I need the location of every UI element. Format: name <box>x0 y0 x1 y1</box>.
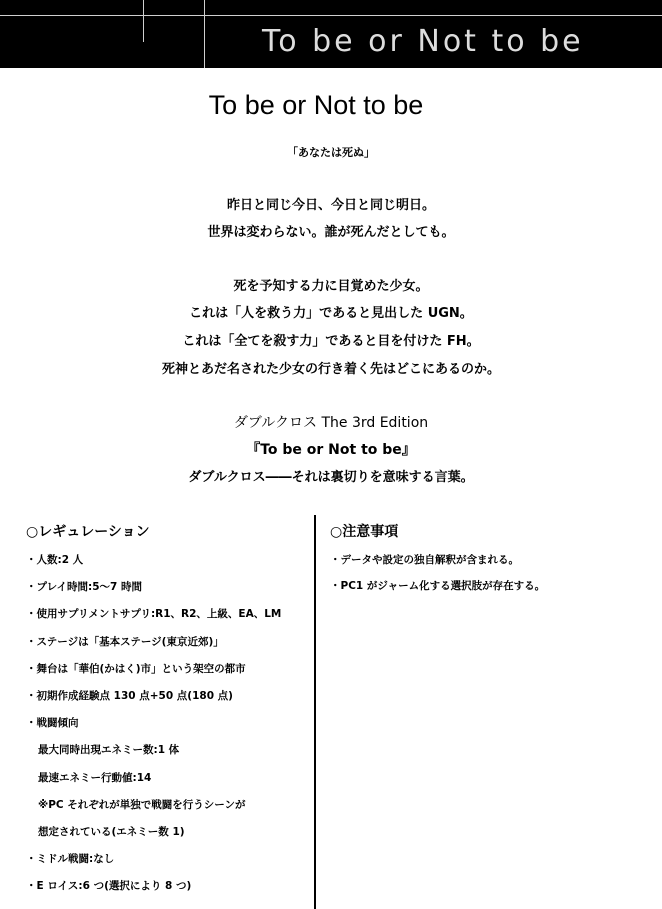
header-rule <box>0 15 662 16</box>
intro-line: これは「人を救う力」であると見出した UGN。 <box>189 306 473 321</box>
regulation-item: 最速エネミー行動値:14 <box>38 771 152 784</box>
intro-line: これは「全てを殺す力」であると目を付けた FH。 <box>182 334 480 349</box>
header-banner <box>0 0 662 68</box>
column-divider <box>314 515 316 909</box>
regulation-item: ・E ロイス:6 つ(選択により 8 つ) <box>26 880 192 893</box>
header-rule <box>143 0 144 42</box>
header-rule <box>204 0 205 68</box>
regulation-item: ※PC それぞれが単独で戦闘を行うシーンが <box>38 798 246 811</box>
intro-line: 『To be or Not to be』 <box>246 442 416 458</box>
page-title: To be or Not to be <box>208 90 424 120</box>
intro-line: ダブルクロス The 3rd Edition <box>233 415 429 431</box>
intro-line: 死を予知する力に目覚めた少女。 <box>233 279 429 294</box>
intro-line: 世界は変わらない。誰が死んだとしても。 <box>207 225 455 240</box>
regulation-heading: ○レギュレーション <box>26 524 150 540</box>
regulation-item: ・使用サプリメントサプリ:R1、R2、上級、EA、LM <box>26 608 282 621</box>
regulation-item: ・初期作成経験点 130 点+50 点(180 点) <box>26 690 233 702</box>
regulation-item: ・プレイ時間:5～7 時間 <box>26 581 143 594</box>
regulation-item: ・舞台は「華伯(かはく)市」という架空の都市 <box>26 662 246 675</box>
intro-line: ダブルクロス――それは裏切りを意味する言葉。 <box>188 470 474 485</box>
regulation-item: 想定されている(エネミー数 1) <box>38 826 185 838</box>
tagline: 「あなたは死ぬ」 <box>287 146 375 159</box>
regulation-item: ・ミドル戦闘:なし <box>26 853 115 866</box>
regulation-item: 最大同時出現エネミー数:1 体 <box>38 744 180 757</box>
notes-item: ・PC1 がジャーム化する選択肢が存在する。 <box>330 580 546 592</box>
notes-item: ・データや設定の独自解釈が含まれる。 <box>330 554 519 566</box>
intro-line: 昨日と同じ今日、今日と同じ明日。 <box>226 198 435 213</box>
regulation-item: ・ステージは「基本ステージ(東京近郊)」 <box>26 635 224 648</box>
header-title: To be or Not to be <box>262 24 584 59</box>
regulation-item: ・人数:2 人 <box>26 554 84 566</box>
notes-heading: ○注意事項 <box>330 524 399 540</box>
intro-line: 死神とあだ名された少女の行き着く先はどこにあるのか。 <box>161 362 500 377</box>
regulation-item: ・戦闘傾向 <box>26 717 79 730</box>
